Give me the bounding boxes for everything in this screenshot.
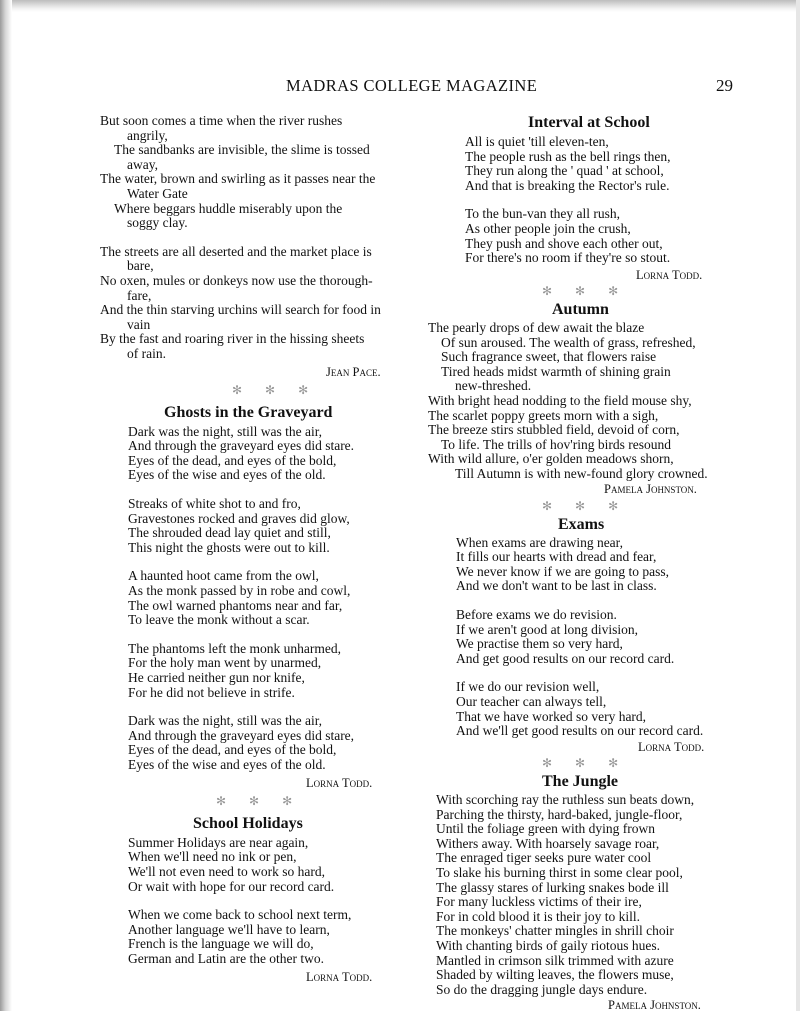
author-credit: Lorna Todd. — [306, 969, 373, 984]
section-ornament: ✻ ✻ ✻ — [216, 794, 303, 809]
poem-line: For many luckless victims of their ire, — [436, 894, 642, 910]
poem-line: No oxen, mules or donkeys now use the thorough- — [100, 272, 373, 288]
poem-line: The sandbanks are invisible, the slime is tossed — [114, 142, 370, 158]
poem-line: Dark was the night, still was the air, — [128, 423, 323, 439]
poem-line: vain — [127, 316, 151, 332]
poem-line: With bright head nodding to the field mouse shy, — [428, 392, 692, 408]
stanza-gap — [128, 483, 412, 497]
section-ornament: ✻ ✻ ✻ — [542, 756, 629, 771]
poem-line: Streaks of white shot to and fro, — [128, 496, 301, 512]
poem-line: The people rush as the bell rings then, — [465, 148, 671, 164]
poem-line: of rain. — [127, 345, 166, 361]
poem-line: Such fragrance sweet, that flowers raise — [441, 349, 657, 365]
poem-line: When we'll need no ink or pen, — [128, 849, 297, 865]
poem-title: Exams — [558, 515, 605, 533]
poem-line: Our teacher can always tell, — [456, 694, 607, 709]
poem-line: The glassy stares of lurking snakes bode ill — [436, 879, 669, 895]
stanza-gap — [128, 555, 412, 569]
poem-title: School Holidays — [193, 814, 303, 832]
poem-line: Gravestones rocked and graves did glow, — [128, 510, 350, 526]
poem-line: We never know if we are going to pass, — [456, 563, 669, 579]
poem-line: Eyes of the wise and eyes of the old. — [128, 467, 326, 483]
poem-line: Where beggars huddle miserably upon the — [114, 200, 343, 216]
magazine-title: MADRAS COLLEGE MAGAZINE — [286, 76, 538, 95]
poem-line: The shrouded dead lay quiet and still, — [128, 525, 331, 541]
poem-line: Withers away. With hoarsely savage roar, — [436, 835, 660, 851]
poem-line: They push and shove each other out, — [465, 235, 663, 251]
author-credit: Jean Pace. — [326, 364, 381, 379]
poem-title: The Jungle — [542, 772, 619, 790]
stanza-gap — [128, 700, 412, 714]
poem-line: To leave the monk without a scar. — [128, 612, 310, 628]
poem-line: To the bun-van they all rush, — [465, 206, 621, 222]
poem-line: For there's no room if they're so stout. — [465, 250, 671, 266]
poem-line: The water, brown and swirling as it passes near the — [100, 171, 376, 187]
poem-line: fare, — [127, 287, 152, 303]
poem-line: Water Gate — [127, 185, 188, 201]
poem-jungle — [428, 773, 740, 1013]
poem-line: Tired heads midst warmth of shining grain — [441, 363, 671, 379]
section-ornament: ✻ ✻ ✻ — [232, 383, 319, 398]
poem-interval — [428, 114, 740, 282]
poem-line: So do the dragging jungle days endure. — [436, 981, 648, 997]
poem-autumn — [428, 301, 740, 497]
poem-line: We'll not even need to work so hard, — [128, 863, 326, 879]
scan-edge-right — [796, 0, 800, 1011]
poem-line: With chanting birds of gaily riotous hues. — [436, 937, 661, 953]
poem-line: Parching the thirsty, hard-baked, jungle-floor, — [436, 806, 683, 822]
stanza-gap — [128, 628, 412, 642]
author-credit: Lorna Todd. — [636, 267, 703, 282]
poem-line: Till Autumn is with new-found glory crowned. — [455, 465, 708, 481]
poem-line: soggy clay. — [127, 215, 188, 231]
poem-line: When exams are drawing near, — [456, 534, 624, 550]
poem-title: Ghosts in the Graveyard — [164, 403, 333, 421]
author-credit: Lorna Todd. — [306, 775, 373, 790]
poem-exams — [428, 516, 740, 755]
poem-line: To slake his burning thirst in some clear pool, — [436, 864, 683, 880]
poem-line: They run along the ' quad ' at school, — [465, 163, 664, 179]
poem-line: Another language we'll have to learn, — [128, 921, 330, 937]
poem-line: Summer Holidays are near again, — [128, 834, 309, 850]
poem-line: away, — [127, 156, 158, 172]
author-credit: Lorna Todd. — [638, 739, 705, 754]
poem-title: Interval at School — [528, 114, 650, 131]
poem-river — [100, 114, 412, 379]
poem-line: And we'll get good results on our record card. — [456, 723, 704, 739]
poem-line: For the holy man went by unarmed, — [128, 655, 322, 671]
author-credit: Pamela Johnston. — [608, 998, 701, 1013]
stanza-gap — [128, 894, 412, 908]
poem-line: A haunted hoot came from the owl, — [128, 568, 319, 584]
author-credit: Pamela Johnston. — [604, 482, 697, 497]
poem-line: The breeze stirs stubbled field, devoid of corn, — [428, 422, 680, 438]
poem-line: For he did not believe in strife. — [128, 684, 295, 700]
poem-line: Mantled in crimson silk trimmed with azure — [436, 952, 674, 968]
poem-line: Of sun aroused. The wealth of grass, refreshed, — [441, 334, 696, 350]
left-column — [100, 114, 412, 984]
poem-line: Eyes of the dead, and eyes of the bold, — [128, 452, 337, 468]
poem-line: Eyes of the wise and eyes of the old. — [128, 756, 326, 772]
poem-line: The owl warned phantoms near and far, — [128, 597, 343, 613]
poem-line: German and Latin are the other two. — [128, 950, 325, 966]
poem-line: And get good results on our record card. — [456, 650, 675, 666]
poem-line: He carried neither gun nor knife, — [128, 670, 305, 685]
poem-line: All is quiet 'till eleven-ten, — [465, 134, 609, 149]
poem-line: The enraged tiger seeks pure water cool — [436, 850, 652, 866]
poem-line: To life. The trills of hov'ring birds resound — [441, 436, 671, 452]
poem-line: Eyes of the dead, and eyes of the bold, — [128, 742, 337, 758]
poem-line: The pearly drops of dew await the blaze — [428, 319, 645, 335]
poem-line: As other people join the crush, — [465, 220, 631, 236]
poem-line: As the monk passed by in robe and cowl, — [128, 583, 351, 599]
poem-line: If we aren't good at long division, — [456, 621, 639, 637]
scan-shadow-left — [0, 0, 12, 1011]
poem-line: Dark was the night, still was the air, — [128, 713, 323, 729]
poem-line: new-threshed. — [455, 378, 532, 394]
poem-line: And we don't want to be last in class. — [456, 578, 657, 594]
poem-ghosts — [100, 404, 412, 790]
stanza-gap — [456, 666, 740, 680]
poem-line: And through the graveyard eyes did stare, — [128, 727, 355, 743]
poem-title: Autumn — [552, 300, 609, 318]
stanza-gap — [456, 594, 740, 608]
poem-line: By the fast and roaring river in the hissing sheets — [100, 331, 365, 347]
poem-line: And the thin starving urchins will search for food in — [100, 302, 381, 318]
poem-line: Before exams we do revision. — [456, 607, 617, 623]
poem-line: With wild allure, o'er golden meadows shorn, — [428, 451, 674, 467]
poem-line: angrily, — [127, 127, 168, 143]
poem-line: For in cold blood it is their joy to kill. — [436, 908, 640, 924]
poem-line: That we have worked so very hard, — [456, 708, 647, 724]
stanza-gap — [100, 231, 412, 245]
poem-line: If we do our revision well, — [456, 679, 600, 695]
stanza-gap — [465, 193, 740, 207]
poem-line: When we come back to school next term, — [128, 907, 352, 923]
poem-line: And that is breaking the Rector's rule. — [465, 177, 670, 193]
poem-line: The phantoms left the monk unharmed, — [128, 640, 341, 656]
right-column — [428, 114, 740, 1013]
poem-line: It fills our hearts with dread and fear, — [456, 549, 657, 565]
poem-holidays — [100, 815, 412, 984]
section-ornament: ✻ ✻ ✻ — [542, 284, 629, 299]
poem-line: French is the language we will do, — [128, 936, 314, 952]
scan-shadow-top — [0, 0, 800, 12]
poem-line: The streets are all deserted and the market place is — [100, 243, 372, 259]
poem-line: But soon comes a time when the river rushes — [100, 113, 343, 128]
page-number: 29 — [716, 76, 733, 95]
poem-line: This night the ghosts were out to kill. — [128, 539, 330, 555]
poem-line: Shaded by wilting leaves, the flowers muse, — [436, 967, 674, 983]
poem-line: And through the graveyard eyes did stare. — [128, 438, 355, 454]
poem-line: The scarlet poppy greets morn with a sigh, — [428, 407, 659, 423]
poem-line: The monkeys' chatter mingles in shrill choir — [436, 923, 674, 939]
section-ornament: ✻ ✻ ✻ — [542, 499, 629, 514]
poem-line: Or wait with hope for our record card. — [128, 878, 335, 894]
poem-line: Until the foliage green with dying frown — [436, 821, 655, 837]
poem-line: We practise them so very hard, — [456, 636, 623, 652]
poem-line: With scorching ray the ruthless sun beats down, — [436, 791, 695, 807]
poem-line: bare, — [127, 258, 154, 274]
